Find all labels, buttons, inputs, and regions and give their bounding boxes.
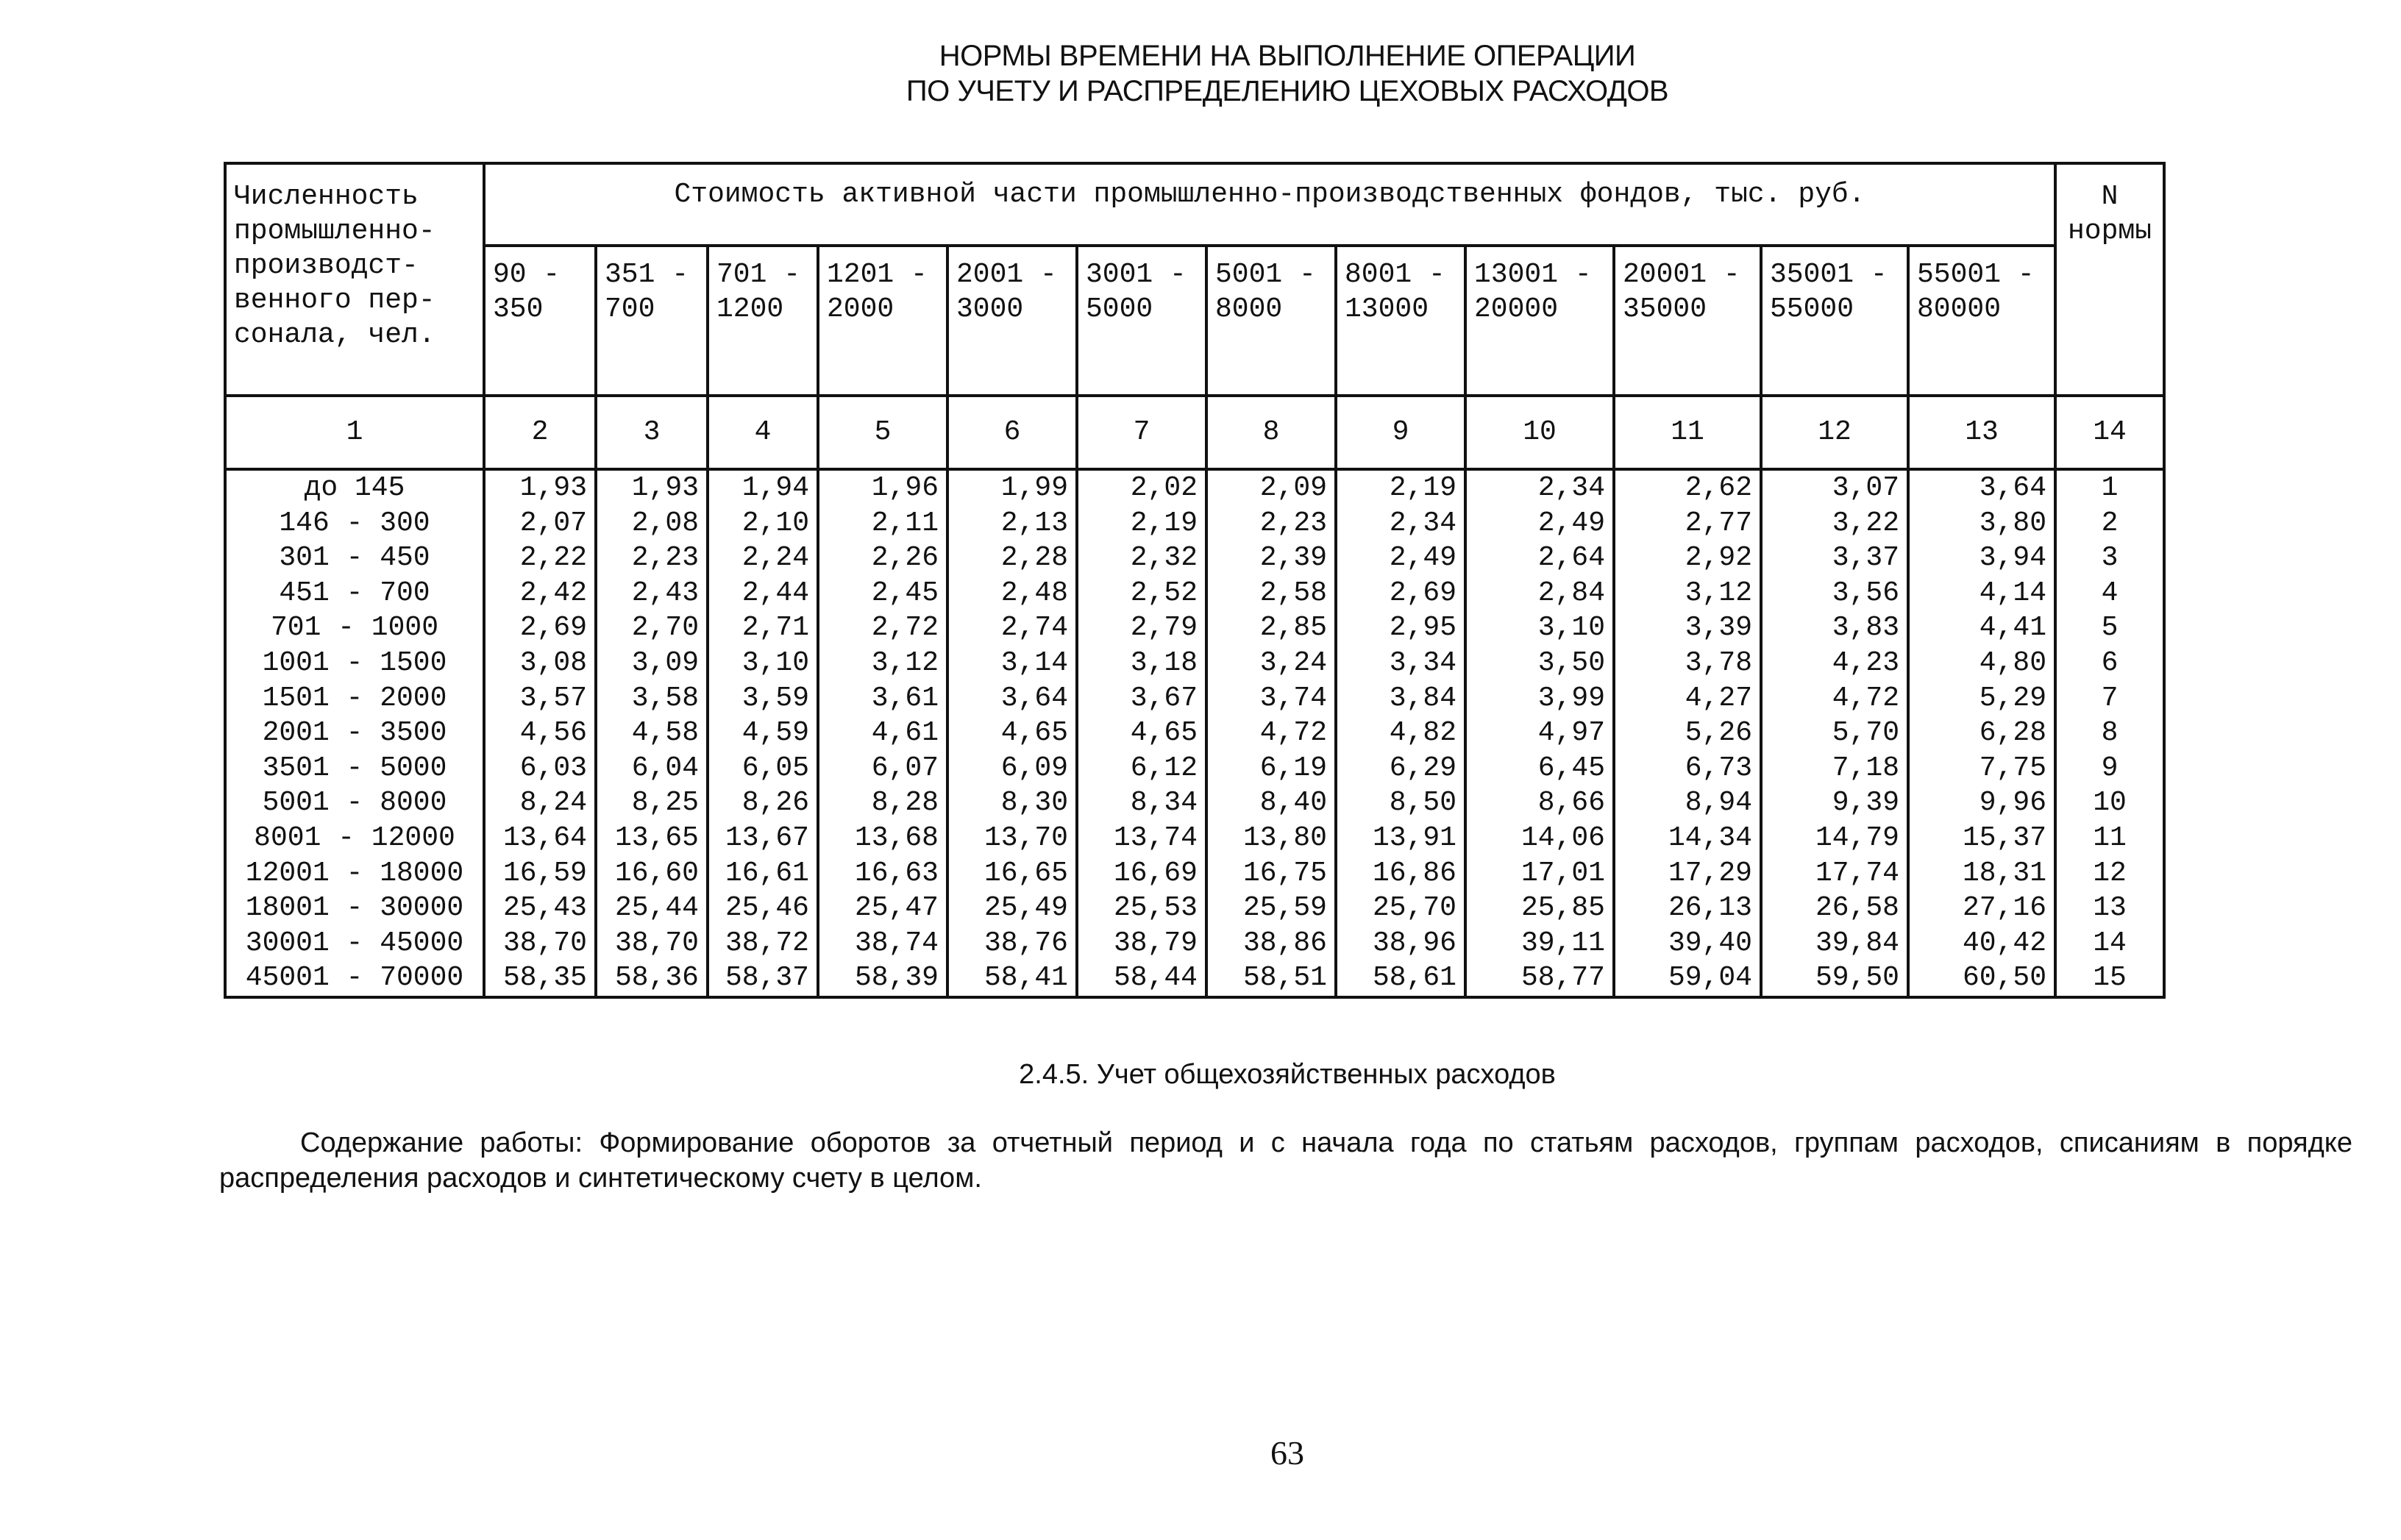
time-norm-cell: 9,39	[1761, 785, 1908, 821]
time-norm-cell: 25,47	[818, 891, 947, 926]
time-norm-cell: 4,72	[1761, 681, 1908, 716]
time-norm-cell: 6,29	[1336, 751, 1465, 786]
time-norm-cell: 6,12	[1077, 751, 1206, 786]
personnel-range-cell: 146 - 300	[225, 506, 484, 541]
time-norm-cell: 3,59	[708, 681, 818, 716]
table-row	[225, 646, 2164, 681]
time-norm-cell: 26,58	[1761, 891, 1908, 926]
table-row	[225, 891, 2164, 926]
time-norm-cell: 1,93	[596, 469, 708, 506]
time-norm-cell: 4,23	[1761, 646, 1908, 681]
time-norm-cell: 40,42	[1908, 926, 2055, 961]
time-norm-cell: 8,66	[1465, 785, 1614, 821]
time-norm-cell: 5,26	[1614, 716, 1761, 751]
time-norm-cell: 2,19	[1336, 469, 1465, 506]
time-norm-cell: 17,74	[1761, 856, 1908, 891]
column-number: 6	[947, 396, 1077, 469]
time-norm-cell: 26,13	[1614, 891, 1761, 926]
time-norm-cell: 2,72	[818, 610, 947, 646]
range-line: 351 -	[605, 259, 689, 290]
time-norm-cell: 2,10	[708, 506, 818, 541]
personnel-range-cell: 5001 - 8000	[225, 785, 484, 821]
time-norm-cell: 16,75	[1206, 856, 1336, 891]
time-norm-cell: 2,74	[947, 610, 1077, 646]
time-norm-cell: 1,93	[484, 469, 596, 506]
time-norm-cell: 6,73	[1614, 751, 1761, 786]
time-norm-cell: 1,94	[708, 469, 818, 506]
time-norm-cell: 59,50	[1761, 960, 1908, 997]
header-line: венного пер-	[234, 285, 435, 316]
time-norm-cell: 3,84	[1336, 681, 1465, 716]
table-row	[225, 681, 2164, 716]
header-line: производст-	[234, 250, 419, 282]
time-norm-cell: 3,78	[1614, 646, 1761, 681]
norm-number-cell: 15	[2055, 960, 2164, 997]
personnel-header	[225, 163, 484, 396]
time-norm-cell: 15,37	[1908, 821, 2055, 856]
cost-range-header	[708, 246, 818, 396]
time-norm-cell: 4,56	[484, 716, 596, 751]
norm-number-cell: 8	[2055, 716, 2164, 751]
time-norm-cell: 2,85	[1206, 610, 1336, 646]
table-row	[225, 960, 2164, 997]
personnel-range-cell: 1501 - 2000	[225, 681, 484, 716]
norms-table	[224, 162, 2166, 999]
time-norm-cell: 27,16	[1908, 891, 2055, 926]
time-norm-cell: 2,11	[818, 506, 947, 541]
column-number: 7	[1077, 396, 1206, 469]
time-norm-cell: 14,34	[1614, 821, 1761, 856]
range-line: 1201 -	[827, 259, 928, 290]
table-row	[225, 469, 2164, 506]
column-number: 8	[1206, 396, 1336, 469]
time-norm-cell: 14,79	[1761, 821, 1908, 856]
range-line: 20000	[1474, 293, 1559, 325]
range-line: 20001 -	[1623, 259, 1740, 290]
time-norm-cell: 39,40	[1614, 926, 1761, 961]
time-norm-cell: 58,77	[1465, 960, 1614, 997]
time-norm-cell: 60,50	[1908, 960, 2055, 997]
time-norm-cell: 3,24	[1206, 646, 1336, 681]
personnel-range-cell: 18001 - 30000	[225, 891, 484, 926]
time-norm-cell: 6,04	[596, 751, 708, 786]
norm-number-cell: 5	[2055, 610, 2164, 646]
time-norm-cell: 2,45	[818, 576, 947, 611]
time-norm-cell: 2,62	[1614, 469, 1761, 506]
time-norm-cell: 2,69	[484, 610, 596, 646]
norm-number-cell: 3	[2055, 541, 2164, 576]
personnel-range-cell: до 145	[225, 469, 484, 506]
time-norm-cell: 38,70	[596, 926, 708, 961]
time-norm-cell: 2,23	[1206, 506, 1336, 541]
personnel-range-cell: 451 - 700	[225, 576, 484, 611]
time-norm-cell: 25,85	[1465, 891, 1614, 926]
cost-range-header	[1908, 246, 2055, 396]
time-norm-cell: 3,64	[947, 681, 1077, 716]
column-number: 14	[2055, 396, 2164, 469]
time-norm-cell: 2,26	[818, 541, 947, 576]
range-line: 55001 -	[1917, 259, 2035, 290]
header-line: нормы	[2068, 215, 2152, 247]
time-norm-cell: 4,58	[596, 716, 708, 751]
time-norm-cell: 6,09	[947, 751, 1077, 786]
time-norm-cell: 3,58	[596, 681, 708, 716]
time-norm-cell: 4,97	[1465, 716, 1614, 751]
time-norm-cell: 6,19	[1206, 751, 1336, 786]
table-row	[225, 610, 2164, 646]
time-norm-cell: 13,80	[1206, 821, 1336, 856]
time-norm-cell: 4,65	[947, 716, 1077, 751]
time-norm-cell: 3,22	[1761, 506, 1908, 541]
time-norm-cell: 4,41	[1908, 610, 2055, 646]
time-norm-cell: 3,83	[1761, 610, 1908, 646]
time-norm-cell: 5,29	[1908, 681, 2055, 716]
time-norm-cell: 8,40	[1206, 785, 1336, 821]
column-number: 12	[1761, 396, 1908, 469]
time-norm-cell: 58,61	[1336, 960, 1465, 997]
norm-number-header	[2055, 163, 2164, 396]
time-norm-cell: 2,77	[1614, 506, 1761, 541]
time-norm-cell: 13,74	[1077, 821, 1206, 856]
time-norm-cell: 2,49	[1336, 541, 1465, 576]
table-row	[225, 821, 2164, 856]
time-norm-cell: 3,57	[484, 681, 596, 716]
time-norm-cell: 4,80	[1908, 646, 2055, 681]
personnel-range-cell: 701 - 1000	[225, 610, 484, 646]
time-norm-cell: 58,39	[818, 960, 947, 997]
table-row	[225, 716, 2164, 751]
range-line: 35001 -	[1770, 259, 1888, 290]
norm-number-cell: 6	[2055, 646, 2164, 681]
time-norm-cell: 3,14	[947, 646, 1077, 681]
time-norm-cell: 6,03	[484, 751, 596, 786]
section-heading: 2.4.5. Учет общехозяйственных расходов	[1019, 1059, 1556, 1090]
page-number: 63	[1270, 1434, 1304, 1472]
time-norm-cell: 4,59	[708, 716, 818, 751]
time-norm-cell: 39,84	[1761, 926, 1908, 961]
time-norm-cell: 59,04	[1614, 960, 1761, 997]
time-norm-cell: 13,91	[1336, 821, 1465, 856]
title-line-2: ПО УЧЕТУ И РАСПРЕДЕЛЕНИЮ ЦЕХОВЫХ РАСХОДОВ	[906, 75, 1669, 107]
time-norm-cell: 3,99	[1465, 681, 1614, 716]
cost-range-header	[1614, 246, 1761, 396]
range-line: 2001 -	[956, 259, 1057, 290]
time-norm-cell: 3,94	[1908, 541, 2055, 576]
time-norm-cell: 38,96	[1336, 926, 1465, 961]
time-norm-cell: 38,72	[708, 926, 818, 961]
time-norm-cell: 13,70	[947, 821, 1077, 856]
time-norm-cell: 3,80	[1908, 506, 2055, 541]
time-norm-cell: 4,82	[1336, 716, 1465, 751]
table-row	[225, 856, 2164, 891]
time-norm-cell: 25,59	[1206, 891, 1336, 926]
column-number-row	[225, 396, 2164, 469]
range-line: 13001 -	[1474, 259, 1592, 290]
time-norm-cell: 2,08	[596, 506, 708, 541]
time-norm-cell: 2,34	[1336, 506, 1465, 541]
time-norm-cell: 2,92	[1614, 541, 1761, 576]
time-norm-cell: 58,51	[1206, 960, 1336, 997]
time-norm-cell: 8,25	[596, 785, 708, 821]
time-norm-cell: 3,56	[1761, 576, 1908, 611]
time-norm-cell: 4,14	[1908, 576, 2055, 611]
time-norm-cell: 38,79	[1077, 926, 1206, 961]
personnel-range-cell: 12001 - 18000	[225, 856, 484, 891]
time-norm-cell: 2,13	[947, 506, 1077, 541]
norm-number-cell: 10	[2055, 785, 2164, 821]
header-line: сонала, чел.	[234, 319, 435, 351]
range-line: 3001 -	[1086, 259, 1187, 290]
time-norm-cell: 25,70	[1336, 891, 1465, 926]
time-norm-cell: 8,30	[947, 785, 1077, 821]
norm-number-cell: 12	[2055, 856, 2164, 891]
cost-range-header	[1206, 246, 1336, 396]
header-line: N	[2101, 181, 2119, 213]
norm-number-cell: 11	[2055, 821, 2164, 856]
time-norm-cell: 3,09	[596, 646, 708, 681]
time-norm-cell: 25,53	[1077, 891, 1206, 926]
time-norm-cell: 8,26	[708, 785, 818, 821]
time-norm-cell: 2,71	[708, 610, 818, 646]
time-norm-cell: 25,46	[708, 891, 818, 926]
cost-range-header	[818, 246, 947, 396]
time-norm-cell: 3,64	[1908, 469, 2055, 506]
time-norm-cell: 3,39	[1614, 610, 1761, 646]
column-number: 1	[225, 396, 484, 469]
time-norm-cell: 39,11	[1465, 926, 1614, 961]
time-norm-cell: 2,43	[596, 576, 708, 611]
time-norm-cell: 2,44	[708, 576, 818, 611]
time-norm-cell: 2,34	[1465, 469, 1614, 506]
time-norm-cell: 1,96	[818, 469, 947, 506]
personnel-range-cell: 1001 - 1500	[225, 646, 484, 681]
time-norm-cell: 2,39	[1206, 541, 1336, 576]
time-norm-cell: 2,95	[1336, 610, 1465, 646]
time-norm-cell: 2,02	[1077, 469, 1206, 506]
range-line: 55000	[1770, 293, 1854, 325]
time-norm-cell: 14,06	[1465, 821, 1614, 856]
time-norm-cell: 58,44	[1077, 960, 1206, 997]
table-row	[225, 926, 2164, 961]
personnel-range-cell: 45001 - 70000	[225, 960, 484, 997]
cost-range-header	[1336, 246, 1465, 396]
time-norm-cell: 2,23	[596, 541, 708, 576]
range-line: 13000	[1345, 293, 1429, 325]
cost-header: Стоимость активной части промышленно-производственных фондов, тыс. руб.	[484, 163, 2055, 246]
table-row	[225, 576, 2164, 611]
range-line: 700	[605, 293, 655, 325]
time-norm-cell: 3,08	[484, 646, 596, 681]
range-line: 5000	[1086, 293, 1153, 325]
norm-number-cell: 13	[2055, 891, 2164, 926]
time-norm-cell: 38,74	[818, 926, 947, 961]
title-line-1: НОРМЫ ВРЕМЕНИ НА ВЫПОЛНЕНИЕ ОПЕРАЦИИ	[939, 40, 1636, 72]
column-number: 9	[1336, 396, 1465, 469]
norm-number-cell: 2	[2055, 506, 2164, 541]
time-norm-cell: 3,12	[818, 646, 947, 681]
time-norm-cell: 38,70	[484, 926, 596, 961]
norm-number-cell: 4	[2055, 576, 2164, 611]
time-norm-cell: 38,76	[947, 926, 1077, 961]
range-line: 35000	[1623, 293, 1707, 325]
time-norm-cell: 2,42	[484, 576, 596, 611]
time-norm-cell: 16,86	[1336, 856, 1465, 891]
time-norm-cell: 8,24	[484, 785, 596, 821]
time-norm-cell: 3,34	[1336, 646, 1465, 681]
personnel-range-cell: 301 - 450	[225, 541, 484, 576]
range-line: 701 -	[716, 259, 801, 290]
personnel-range-cell: 8001 - 12000	[225, 821, 484, 856]
range-line: 8000	[1215, 293, 1283, 325]
time-norm-cell: 3,50	[1465, 646, 1614, 681]
table-row	[225, 785, 2164, 821]
time-norm-cell: 3,18	[1077, 646, 1206, 681]
time-norm-cell: 6,07	[818, 751, 947, 786]
column-number: 3	[596, 396, 708, 469]
time-norm-cell: 58,35	[484, 960, 596, 997]
cost-range-header	[947, 246, 1077, 396]
time-norm-cell: 8,50	[1336, 785, 1465, 821]
time-norm-cell: 8,94	[1614, 785, 1761, 821]
time-norm-cell: 58,41	[947, 960, 1077, 997]
time-norm-cell: 6,05	[708, 751, 818, 786]
time-norm-cell: 2,84	[1465, 576, 1614, 611]
time-norm-cell: 3,74	[1206, 681, 1336, 716]
time-norm-cell: 4,65	[1077, 716, 1206, 751]
norm-number-cell: 14	[2055, 926, 2164, 961]
time-norm-cell: 58,37	[708, 960, 818, 997]
time-norm-cell: 7,18	[1761, 751, 1908, 786]
time-norm-cell: 2,24	[708, 541, 818, 576]
cost-range-header	[484, 246, 596, 396]
time-norm-cell: 7,75	[1908, 751, 2055, 786]
cost-range-row	[225, 246, 2164, 396]
personnel-range-cell: 30001 - 45000	[225, 926, 484, 961]
time-norm-cell: 4,72	[1206, 716, 1336, 751]
time-norm-cell: 16,60	[596, 856, 708, 891]
range-line: 90 -	[493, 259, 561, 290]
time-norm-cell: 16,69	[1077, 856, 1206, 891]
table-row	[225, 751, 2164, 786]
time-norm-cell: 16,65	[947, 856, 1077, 891]
column-number: 13	[1908, 396, 2055, 469]
column-number: 10	[1465, 396, 1614, 469]
time-norm-cell: 8,34	[1077, 785, 1206, 821]
page-title	[0, 38, 2401, 109]
time-norm-cell: 5,70	[1761, 716, 1908, 751]
time-norm-cell: 9,96	[1908, 785, 2055, 821]
time-norm-cell: 4,27	[1614, 681, 1761, 716]
personnel-range-cell: 2001 - 3500	[225, 716, 484, 751]
time-norm-cell: 2,32	[1077, 541, 1206, 576]
cost-range-header	[1077, 246, 1206, 396]
time-norm-cell: 3,67	[1077, 681, 1206, 716]
time-norm-cell: 25,44	[596, 891, 708, 926]
time-norm-cell: 3,10	[708, 646, 818, 681]
table-row	[225, 506, 2164, 541]
time-norm-cell: 13,67	[708, 821, 818, 856]
time-norm-cell: 3,12	[1614, 576, 1761, 611]
personnel-range-cell: 3501 - 5000	[225, 751, 484, 786]
time-norm-cell: 2,22	[484, 541, 596, 576]
time-norm-cell: 6,28	[1908, 716, 2055, 751]
header-line: промышленно-	[234, 215, 435, 247]
range-line: 350	[493, 293, 544, 325]
time-norm-cell: 16,59	[484, 856, 596, 891]
column-number: 11	[1614, 396, 1761, 469]
range-line: 5001 -	[1215, 259, 1316, 290]
time-norm-cell: 2,28	[947, 541, 1077, 576]
column-number: 2	[484, 396, 596, 469]
time-norm-cell: 38,86	[1206, 926, 1336, 961]
header-line: Численность	[234, 181, 419, 213]
time-norm-cell: 58,36	[596, 960, 708, 997]
time-norm-cell: 2,49	[1465, 506, 1614, 541]
range-line: 80000	[1917, 293, 2002, 325]
time-norm-cell: 13,68	[818, 821, 947, 856]
column-number: 4	[708, 396, 818, 469]
time-norm-cell: 17,29	[1614, 856, 1761, 891]
time-norm-cell: 2,48	[947, 576, 1077, 611]
time-norm-cell: 2,07	[484, 506, 596, 541]
time-norm-cell: 25,43	[484, 891, 596, 926]
work-content-paragraph: Содержание работы: Формирование оборотов за отчетный период и с начала года по статьям расходов, группам расходов, списаниям в порядке распределения расходов и синтетическому счету в целом.	[219, 1127, 2352, 1194]
time-norm-cell: 2,64	[1465, 541, 1614, 576]
time-norm-cell: 2,09	[1206, 469, 1336, 506]
range-line: 2000	[827, 293, 894, 325]
table-row	[225, 541, 2164, 576]
column-number: 5	[818, 396, 947, 469]
time-norm-cell: 2,52	[1077, 576, 1206, 611]
norm-number-cell: 7	[2055, 681, 2164, 716]
norm-number-cell: 1	[2055, 469, 2164, 506]
range-line: 8001 -	[1345, 259, 1445, 290]
time-norm-cell: 13,64	[484, 821, 596, 856]
time-norm-cell: 16,63	[818, 856, 947, 891]
time-norm-cell: 3,10	[1465, 610, 1614, 646]
time-norm-cell: 25,49	[947, 891, 1077, 926]
time-norm-cell: 8,28	[818, 785, 947, 821]
cost-range-header	[1465, 246, 1614, 396]
time-norm-cell: 2,69	[1336, 576, 1465, 611]
range-line: 3000	[956, 293, 1024, 325]
range-line: 1200	[716, 293, 784, 325]
time-norm-cell: 16,61	[708, 856, 818, 891]
time-norm-cell: 13,65	[596, 821, 708, 856]
cost-range-header	[1761, 246, 1908, 396]
time-norm-cell: 2,58	[1206, 576, 1336, 611]
time-norm-cell: 6,45	[1465, 751, 1614, 786]
norm-number-cell: 9	[2055, 751, 2164, 786]
cost-range-header	[596, 246, 708, 396]
time-norm-cell: 2,19	[1077, 506, 1206, 541]
time-norm-cell: 4,61	[818, 716, 947, 751]
time-norm-cell: 1,99	[947, 469, 1077, 506]
time-norm-cell: 17,01	[1465, 856, 1614, 891]
time-norm-cell: 18,31	[1908, 856, 2055, 891]
time-norm-cell: 2,70	[596, 610, 708, 646]
time-norm-cell: 3,61	[818, 681, 947, 716]
time-norm-cell: 3,37	[1761, 541, 1908, 576]
time-norm-cell: 2,79	[1077, 610, 1206, 646]
time-norm-cell: 3,07	[1761, 469, 1908, 506]
